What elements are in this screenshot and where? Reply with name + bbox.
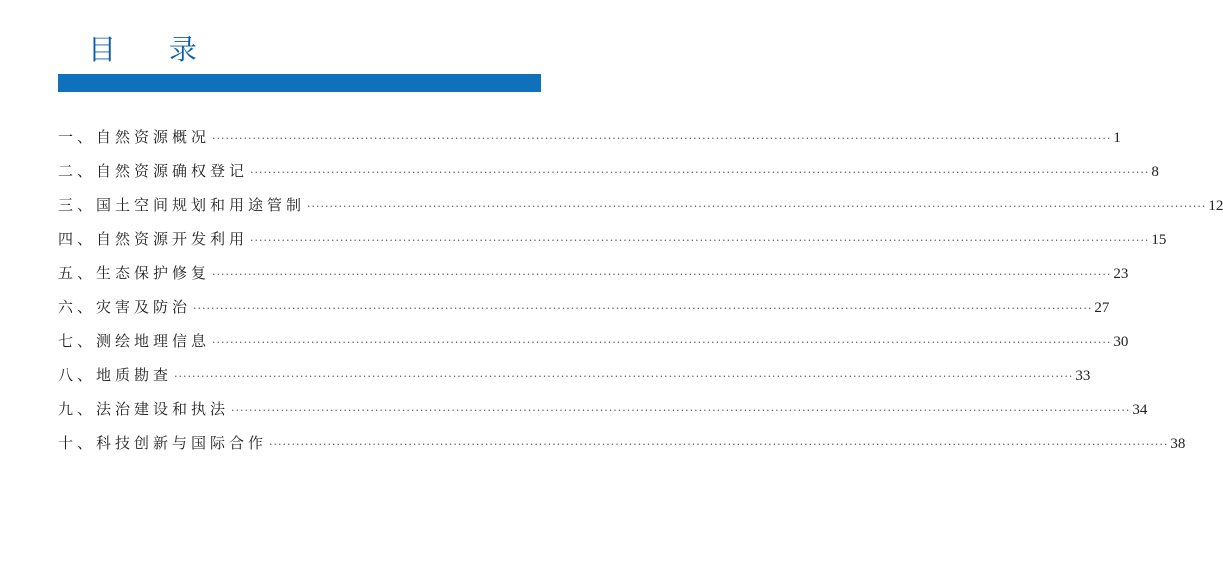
toc-entry-2[interactable] [58, 154, 1159, 188]
toc-entry-9[interactable] [58, 392, 1148, 426]
toc-entry-page-number: 1 [1113, 130, 1121, 146]
toc-entry-page-number: 15 [1151, 232, 1167, 248]
dot-leader: ········································································································································································································ [212, 132, 1112, 145]
toc-entry-page-number: 38 [1170, 436, 1186, 452]
dot-leader: ········································································································································································································ [307, 200, 1207, 213]
toc-entry-label: 十、科技创新与国际合作 [58, 434, 268, 452]
toc-entry-label: 三、国土空间规划和用途管制 [58, 196, 306, 214]
toc-entry-label: 二、自然资源确权登记 [58, 162, 249, 180]
toc-entry-6[interactable] [58, 290, 1110, 324]
toc-entry-4[interactable] [58, 222, 1167, 256]
toc-entry-label: 四、自然资源开发利用 [58, 230, 249, 248]
dot-leader: ········································································································································································································ [269, 438, 1169, 451]
dot-leader: ········································································································································································································ [250, 166, 1150, 179]
toc-entry-page-number: 33 [1075, 368, 1091, 384]
toc-entry-page-number: 30 [1113, 334, 1129, 350]
toc-entry-page-number: 8 [1151, 164, 1159, 180]
toc-entry-label: 五、生态保护修复 [58, 264, 211, 282]
table-of-contents [58, 120, 1223, 460]
dot-leader: ········································································································································································································ [212, 336, 1112, 349]
dot-leader: ········································································································································································································ [231, 404, 1131, 417]
toc-entry-label: 一、自然资源概况 [58, 128, 211, 146]
toc-entry-label: 六、灾害及防治 [58, 298, 192, 316]
toc-entry-3[interactable] [58, 188, 1223, 222]
toc-entry-page-number: 23 [1113, 266, 1129, 282]
toc-entry-page-number: 34 [1132, 402, 1148, 418]
toc-entry-label: 七、测绘地理信息 [58, 332, 211, 350]
toc-entry-page-number: 12 [1208, 198, 1223, 214]
dot-leader: ········································································································································································································ [212, 268, 1112, 281]
dot-leader: ········································································································································································································ [174, 370, 1074, 383]
toc-entry-page-number: 27 [1094, 300, 1110, 316]
toc-entry-7[interactable] [58, 324, 1129, 358]
page-title: 目 录 [88, 33, 219, 66]
toc-entry-label: 九、法治建设和执法 [58, 400, 230, 418]
toc-entry-label: 八、地质勘查 [58, 366, 173, 384]
dot-leader: ········································································································································································································ [250, 234, 1150, 247]
dot-leader: ········································································································································································································ [193, 302, 1093, 315]
toc-entry-1[interactable] [58, 120, 1121, 154]
title-underline-bar [58, 74, 541, 92]
toc-entry-10[interactable] [58, 426, 1186, 460]
toc-entry-5[interactable] [58, 256, 1129, 290]
toc-entry-8[interactable] [58, 358, 1091, 392]
